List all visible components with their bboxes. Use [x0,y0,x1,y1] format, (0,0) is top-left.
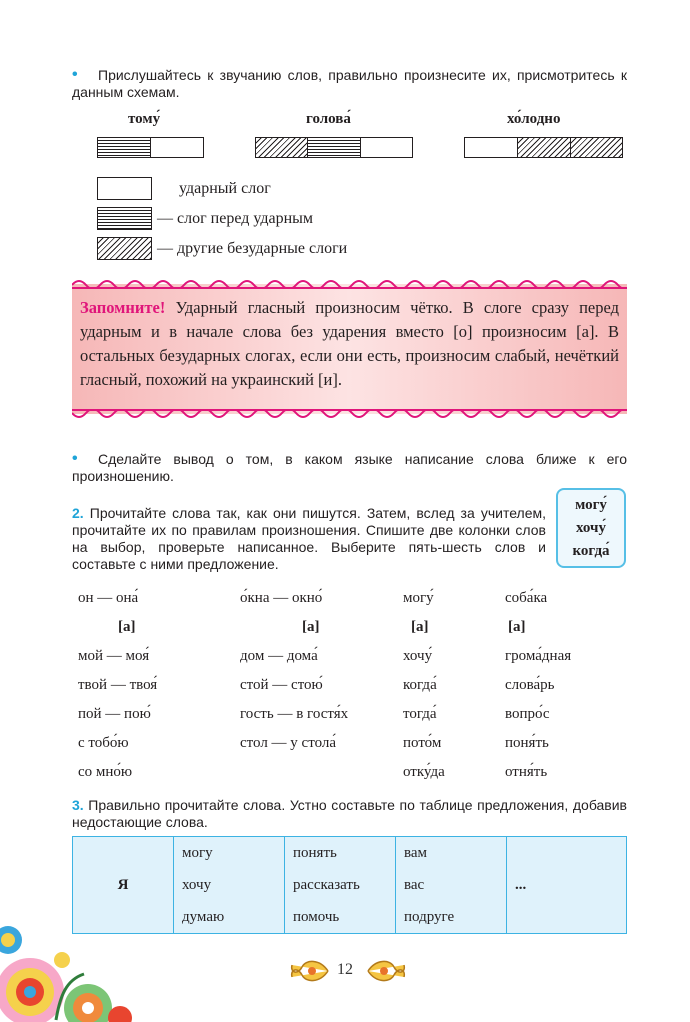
exercise-2-number: 2. [72,505,84,521]
word-item: когда́ [403,677,437,693]
sentence-table [72,836,627,934]
memo-border-top [72,277,627,289]
word-pair: твой — твоя́ [78,677,158,693]
bullet-marker: • [72,450,78,467]
word-item: соба́ка [505,590,548,606]
objects-cell [396,837,507,934]
example-word: когда́ [572,543,610,559]
example-word: хочу́ [576,520,606,536]
legend-unstressed-box [97,237,152,260]
exercise-3-instruction: Правильно прочитайте слова. Устно составьте по таблице предложения, добавив недостающие слова. [72,797,627,830]
syllable-stressed [464,137,518,158]
word-column-3 [403,584,445,787]
subject-word: Я [117,876,129,893]
word-item: пото́м [403,735,442,751]
syllable-unstressed [517,137,571,158]
word-item: отня́ть [505,764,548,780]
page-number: 12 [337,961,353,978]
example-word: могу́ [575,497,607,513]
transcription: [а] [411,619,429,635]
word-item: вопро́с [505,706,550,722]
word-item: тогда́ [403,706,437,722]
syllable-pretonic [97,137,151,158]
word-pair: стол — у стола́ [240,735,337,751]
object-word: вас [404,877,425,893]
word-pair: с тобо́ю [78,735,129,751]
exercise-3-number: 3. [72,797,84,813]
word-pair: дом — дома́ [240,648,318,664]
conclusion-text: Сделайте вывод о том, в каком языке написание слова ближе к его произношению. [72,451,627,484]
scheme-word-golova: голова́ [306,111,351,127]
memo-title: Запомните! [80,298,166,317]
infinitives-cell [285,837,396,934]
legend-stressed-box [97,177,152,200]
word-pair: пой — пою́ [78,706,151,722]
scheme-word-tomu: тому́ [128,111,161,127]
word-column-2 [240,584,348,758]
word-item: хочу́ [403,648,433,664]
legend-unstressed-text: — другие безударные слоги [157,240,348,257]
verbs-cell [174,837,285,934]
word-item: могу́ [403,590,434,606]
memo-body: Ударный гласный произносим чётко. В слоге сразу перед ударным и в начале слова без ударения вместо [о] произносим [а]. В остальных безударных слогах, если они есть, произносим слабый, нечёткий гласный, похожий на украинский [и]. [80,298,619,389]
word-pair: со мно́ю [78,764,133,780]
floral-corner-icon [0,900,140,1022]
syllable-stressed [360,137,413,158]
word-pair: он — она́ [78,590,139,606]
memo-border-bottom [72,409,627,421]
syllable-unstressed [570,137,623,158]
word-column-4 [505,584,571,787]
word-item: отку́да [403,764,445,780]
syllable-stressed [150,137,204,158]
infinitive-word: понять [293,845,337,861]
exercise-2-text [72,505,546,573]
verb-word: могу [182,845,213,861]
legend-pretonic-box [97,207,152,230]
exercise-2-instruction: Прочитайте слова так, как они пишутся. Затем, вслед за учителем, прочитайте их по правилам произношения. Спишите две колонки слов на выбор, проверьте написанное. Выберите пять-шесть слов и составьте с ними предложение. [72,505,546,572]
word-item: поня́ть [505,735,549,751]
word-pair: гость — в гостя́х [240,706,349,722]
memo-box [72,284,627,414]
transcription: [а] [508,619,526,635]
ornament-right-icon [364,955,408,987]
word-pair: о́кна — окно́ [240,590,323,606]
bullet-marker: • [72,66,78,83]
infinitive-word: рассказать [293,877,360,893]
legend-pretonic-text: — слог перед ударным [157,210,314,227]
word-column-1 [78,584,157,787]
ornament-left-icon [288,955,332,987]
scheme-word-kholodno: хо́лодно [507,111,561,127]
object-word: подруге [404,909,455,925]
syllable-pretonic [307,137,361,158]
memo-text [80,296,619,392]
ellipsis-cell [507,837,627,934]
word-pair: мой — моя́ [78,648,150,664]
verb-word: хочу [182,877,212,893]
instruction-text: Прислушайтесь к звучанию слов, правильно произнесите их, присмотритесь к данным схемам. [72,67,627,100]
word-item: слова́рь [505,677,555,693]
word-item: грома́дная [505,648,572,664]
object-word: вам [404,845,428,861]
verb-word: думаю [182,909,225,925]
infinitive-word: помочь [293,909,340,925]
legend-stressed-text: ударный слог [179,180,271,197]
exercise-3-text [72,797,627,831]
example-words-box [556,488,626,568]
word-pair: стой — стою́ [240,677,323,693]
transcription: [а] [118,619,136,635]
syllable-unstressed [255,137,308,158]
ellipsis-text: ... [515,876,527,893]
transcription: [а] [302,619,320,635]
